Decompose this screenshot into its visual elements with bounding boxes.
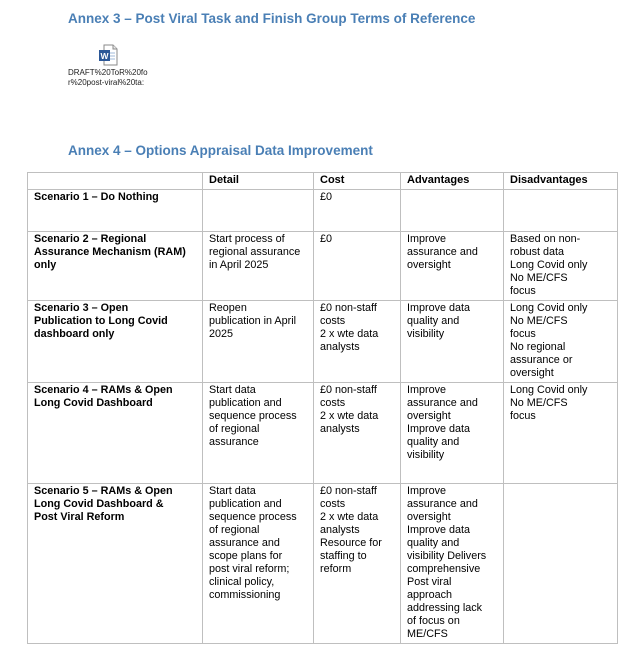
cell-disadvantages: Long Covid only No ME/CFS focus [504, 383, 618, 484]
header-scenario [28, 173, 203, 190]
cell-detail [203, 190, 314, 232]
cell-cost: £0 non-staff costs 2 x wte data analysts [314, 383, 401, 484]
cell-scenario: Scenario 5 – RAMs & Open Long Covid Dashboard & Post Viral Reform [28, 484, 203, 644]
annex3-heading: Annex 3 – Post Viral Task and Finish Group Terms of Reference [68, 11, 476, 26]
cell-scenario: Scenario 3 – Open Publication to Long Covid dashboard only [28, 301, 203, 383]
cell-disadvantages: Based on non- robust data Long Covid only No ME/CFS focus [504, 232, 618, 301]
cell-cost: £0 non-staff costs 2 x wte data analysts [314, 301, 401, 383]
cell-advantages: Improve assurance and oversight [401, 232, 504, 301]
cell-scenario: Scenario 4 – RAMs & Open Long Covid Dashboard [28, 383, 203, 484]
table-row [28, 190, 618, 232]
annex4-heading: Annex 4 – Options Appraisal Data Improvement [68, 143, 373, 158]
cell-advantages [401, 190, 504, 232]
cell-disadvantages [504, 484, 618, 644]
cell-scenario: Scenario 1 – Do Nothing [28, 190, 203, 232]
attachment-filename: DRAFT%20ToR%20fo r%20post-viral%20ta: [68, 68, 148, 87]
cell-cost: £0 [314, 190, 401, 232]
cell-detail: Start data publication and sequence process of regional assurance and scope plans for post viral reform; clinical policy, commissioning [203, 484, 314, 644]
options-appraisal-table [27, 172, 618, 644]
header-cost: Cost [314, 173, 401, 190]
table-row [28, 383, 618, 484]
cell-advantages: Improve assurance and oversight Improve data quality and visibility [401, 383, 504, 484]
cell-advantages: Improve data quality and visibility [401, 301, 504, 383]
cell-disadvantages [504, 190, 618, 232]
header-disadvantages: Disadvantages [504, 173, 618, 190]
cell-detail: Start data publication and sequence process of regional assurance [203, 383, 314, 484]
word-document-icon [98, 44, 118, 66]
cell-detail: Start process of regional assurance in April 2025 [203, 232, 314, 301]
cell-cost: £0 [314, 232, 401, 301]
table-row [28, 484, 618, 644]
cell-disadvantages: Long Covid only No ME/CFS focus No regional assurance or oversight [504, 301, 618, 383]
table-row [28, 232, 618, 301]
table-row [28, 301, 618, 383]
cell-detail: Reopen publication in April 2025 [203, 301, 314, 383]
cell-cost: £0 non-staff costs 2 x wte data analysts Resource for staffing to reform [314, 484, 401, 644]
header-advantages: Advantages [401, 173, 504, 190]
header-detail: Detail [203, 173, 314, 190]
cell-scenario: Scenario 2 – Regional Assurance Mechanism (RAM) only [28, 232, 203, 301]
svg-text:W: W [100, 51, 109, 61]
cell-advantages: Improve assurance and oversight Improve data quality and visibility Delivers comprehensive Post viral approach addressing lack of focus on ME/CFS [401, 484, 504, 644]
table-header-row [28, 173, 618, 190]
